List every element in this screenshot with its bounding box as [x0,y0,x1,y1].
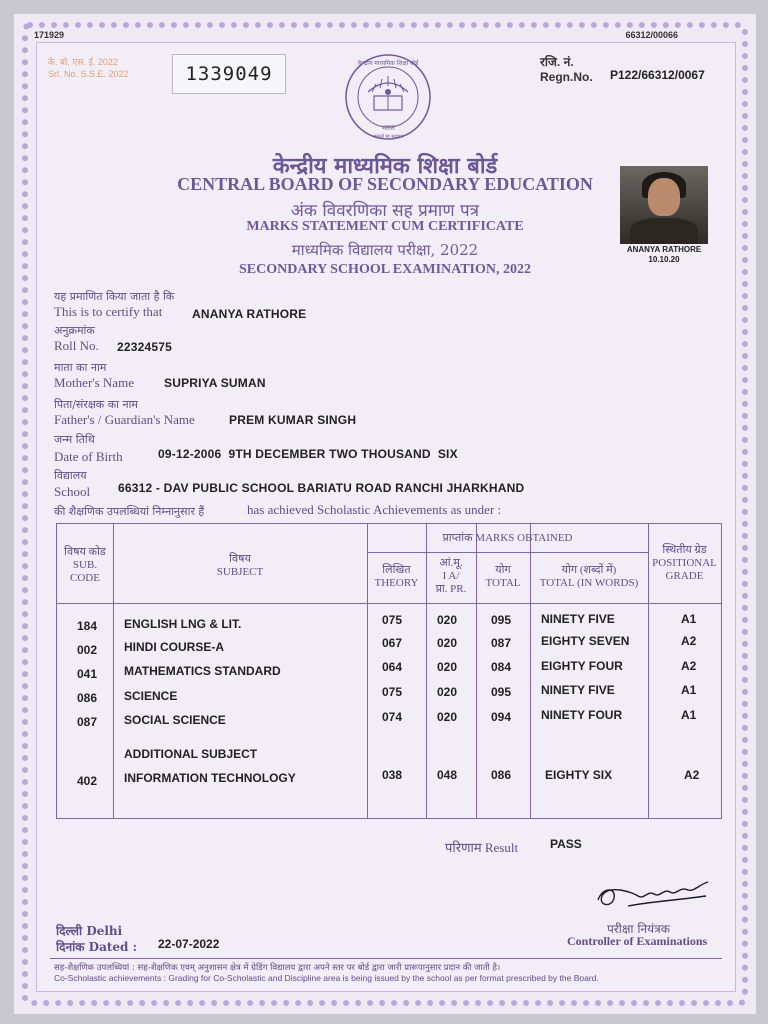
row-grade: A2 [681,634,697,648]
row-theory: 074 [382,710,403,724]
roll-label: Roll No. [54,338,99,353]
row-grade: A2 [684,768,700,782]
row-subject: SCIENCE [124,689,178,703]
svg-text:भारत: भारत [381,124,395,132]
dob-label-hi: जन्म तिथि [54,433,95,446]
header-sub-code [57,546,113,585]
header-theory-en: THEORY [374,577,419,589]
roll-label-hi: अनुक्रमांक [54,324,95,337]
school-label-hi: विद्यालय [54,469,87,482]
header-ia-pr [426,557,476,596]
row-words: NINETY FIVE [541,683,615,697]
row-subject: ENGLISH LNG & LIT. [124,617,242,631]
school-name: 66312 - DAV PUBLIC SCHOOL BARIATU ROAD RANCHI JHARKHAND [118,481,525,495]
row-code: 002 [77,643,98,657]
additional-subject-label: ADDITIONAL SUBJECT [124,747,258,761]
row-theory: 067 [382,636,403,650]
svg-text:असतो मा सद्गमय: असतो मा सद्गमय [372,134,404,140]
result-label-en: Result [484,840,519,855]
date-of-birth: 09-12-2006 9TH DECEMBER TWO THOUSAND SIX [158,447,458,461]
row-total: 084 [491,660,512,674]
header-total-words [530,564,648,590]
board-title: CENTRAL BOARD OF SECONDARY EDUCATION [177,174,593,194]
row-grade: A2 [681,659,697,673]
row-grade: A1 [681,708,697,722]
certificate-title-hindi: अंक विवरणिका सह प्रमाण पत्र [290,201,480,221]
faded-line-1: के. बो. एस. ई. 2022 [48,57,118,67]
exam-title-hindi: माध्यमिक विद्यालय परीक्षा, 2022 [291,241,479,259]
row-subject: MATHEMATICS STANDARD [124,664,281,678]
controller-signature [588,870,718,920]
student-photo [620,166,708,244]
achievement-label-hi: की शैक्षणिक उपलब्धियां निम्नानुसार हैं [54,505,205,518]
row-subject: HINDI COURSE-A [124,640,225,654]
controller-title-hindi: परीक्षा नियंत्रक [607,922,670,936]
mother-name: SUPRIYA SUMAN [164,376,266,390]
row-code: 041 [77,667,98,681]
place [56,922,122,939]
serial-number-left: 171929 [34,30,65,40]
result-label-hi: परिणाम [445,840,482,855]
header-total-hi: योग [495,564,511,576]
place-hi: दिल्ली [56,924,83,938]
header-grade-en2: GRADE [665,570,704,582]
certificate-number: 1339049 [172,54,286,94]
father-label: Father's / Guardian's Name [54,412,195,427]
row-theory: 075 [382,685,403,699]
header-total [476,564,530,590]
row-words: EIGHTY SEVEN [541,634,630,648]
row-total: 087 [491,636,512,650]
footer-note-hindi: सह-शैक्षणिक उपलब्धियां : सह-शैक्षणिक एवम् अनुशासन क्षेत्र में ग्रेडिंग विद्यालय द्वारा अपने स्तर पर बोर्ड द्वारा जारी प्रारूपानुसार प्रदान की जाती है। [54,963,501,973]
row-grade: A1 [681,683,697,697]
student-name: ANANYA RATHORE [192,307,307,321]
row-theory: 075 [382,613,403,627]
row-ia: 020 [437,613,458,627]
header-ia-hi: आं.मू. [439,557,463,569]
father-label-hi: पिता/संरक्षक का नाम [54,398,139,411]
header-ia-en: I A/ [442,570,460,582]
regn-number: P122/66312/0067 [610,68,705,82]
regn-label [540,55,593,85]
header-ia-pr-text: प्रा. PR. [435,583,467,595]
footer-note: Co-Scholastic achievements : Grading for Co-Scholastic and Discipline area is being issued by the school as per format prescribed by the Board. [54,973,599,983]
exam-title: SECONDARY SCHOOL EXAMINATION, 2022 [239,262,531,277]
header-theory [367,564,426,590]
mother-label: Mother's Name [54,375,134,390]
cbse-emblem-icon [340,52,436,142]
svg-text:केन्द्रीय माध्यमिक शिक्षा बोर्: केन्द्रीय माध्यमिक शिक्षा बोर्ड [357,60,419,67]
certify-label: This is to certify that [54,304,163,319]
regn-label-en: Regn.No. [540,70,593,84]
row-ia: 020 [437,710,458,724]
certify-label-hi: यह प्रमाणित किया जाता है कि [54,290,175,303]
header-code-en1: SUB. [72,559,98,571]
row-code: 087 [77,715,98,729]
row-words: EIGHTY FOUR [541,659,623,673]
row-total: 094 [491,710,512,724]
header-theory-hi: लिखित [382,564,411,576]
row-total: 095 [491,685,512,699]
certificate-title: MARKS STATEMENT CUM CERTIFICATE [246,219,524,234]
photo-caption-date: 10.10.20 [648,255,680,264]
footer-divider [50,958,722,959]
row-words: EIGHTY SIX [545,768,613,782]
header-words-hi: योग (शब्दों में) [561,564,617,576]
header-grade-en1: POSITIONAL [652,557,717,569]
father-name: PREM KUMAR SINGH [229,413,357,427]
date-label [56,938,137,955]
row-words: NINETY FOUR [541,708,623,722]
roll-number: 22324575 [117,340,172,354]
row-total: 095 [491,613,512,627]
date-label-en: Dated : [88,940,138,954]
photo-caption-name: ANANYA RATHORE [626,245,702,254]
mother-label-hi: माता का नाम [54,361,107,374]
header-grade [648,544,721,583]
row-theory: 064 [382,660,403,674]
board-title-hindi: केन्द्रीय माध्यमिक शिक्षा बोर्ड [272,153,498,179]
place-en: Delhi [86,924,123,938]
header-marks-obtained: प्राप्तांक MARKS OBTAINED [442,532,573,544]
row-grade: A1 [681,612,697,626]
header-code-en2: CODE [70,572,100,584]
row-ia: 020 [437,636,458,650]
result-value: PASS [550,837,582,851]
header-subject-hi: विषय [229,553,251,565]
row-code: 184 [77,619,98,633]
header-subject [113,553,367,579]
row-code: 086 [77,691,98,705]
faded-line-2: Srl. No. S.S.E. 2022 [48,69,129,79]
row-subject: SOCIAL SCIENCE [124,713,226,727]
issue-date: 22-07-2022 [158,937,220,951]
row-words: NINETY FIVE [541,612,615,626]
row-code: 402 [77,774,98,788]
school-label: School [54,484,91,499]
achievement-label: has achieved Scholastic Achievements as under : [247,502,502,517]
regn-label-hi: रजि. नं. [540,55,574,69]
row-theory: 038 [382,768,403,782]
row-total: 086 [491,768,512,782]
date-label-hi: दिनांक [56,940,85,954]
marks-table [56,523,722,819]
serial-number-right: 66312/00066 [625,30,678,40]
controller-title: Controller of Examinations [567,934,708,948]
result-label [445,838,518,856]
dob-label: Date of Birth [54,449,123,464]
header-grade-hi: स्थितीय ग्रेड [662,544,707,556]
header-words-en: TOTAL (IN WORDS) [539,577,639,589]
header-code-hi: विषय कोड [64,546,106,558]
row-ia: 020 [437,660,458,674]
header-subject-en: SUBJECT [216,566,264,578]
row-subject: INFORMATION TECHNOLOGY [124,771,296,785]
row-ia: 048 [437,768,458,782]
photo-caption [614,245,714,265]
faded-print [48,56,129,80]
row-ia: 020 [437,685,458,699]
header-total-en: TOTAL [485,577,521,589]
